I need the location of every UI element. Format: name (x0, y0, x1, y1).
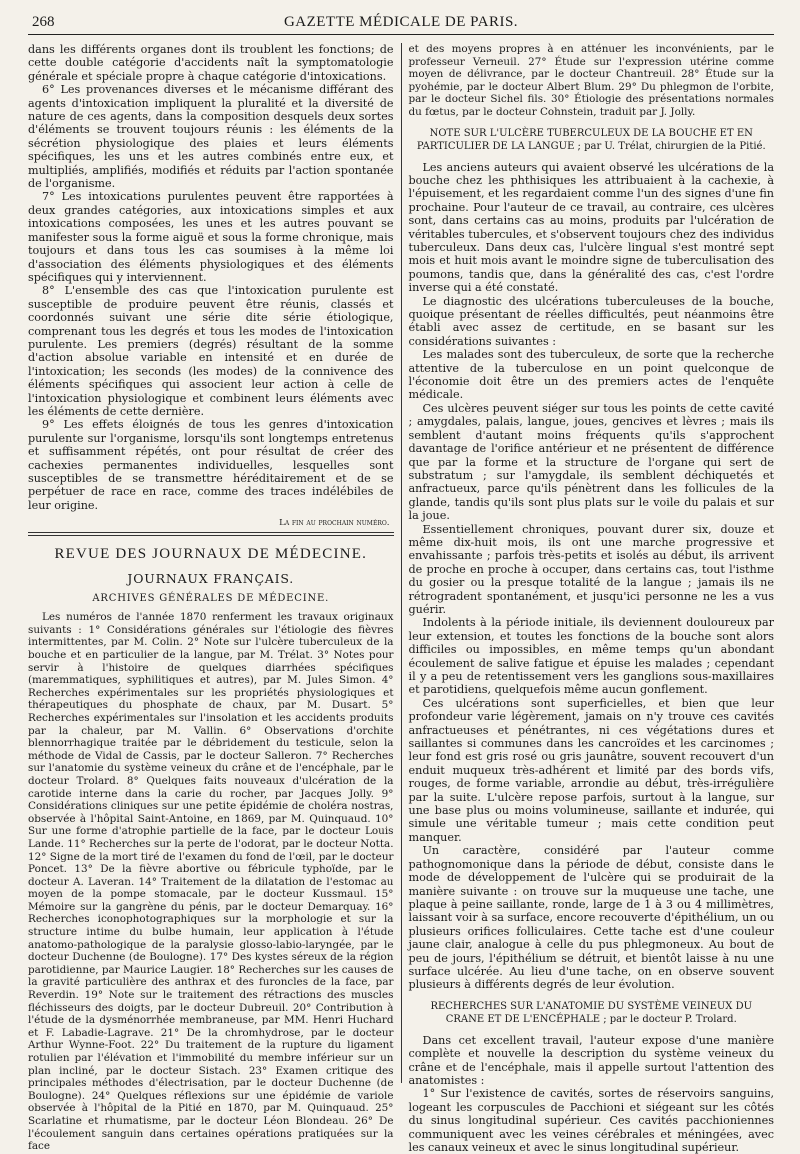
paragraph: 9° Les effets éloignés de tous les genres d'intoxication purulente sur l'organisme, lorsqu'ils sont longtemps entretenus et suffisamment répétés, ont pour résultat de créer des cachexies permanentes individuelles, lesquelles sont susceptibles de se transmettre héréditairement et de se perpétuer de race en race, comme des traces indélébiles de leur origine. (28, 418, 394, 512)
article-title-trolard: RECHERCHES SUR L'ANATOMIE DU SYSTÈME VEINEUX DU CRANE ET DE L'ENCÉPHALE ; par le docteur P. Trolard. (430, 1000, 753, 1025)
paragraph: 1° Sur l'existence de cavités, sortes de réservoirs sanguins, logeant les corpuscules de Pacchioni et siégeant sur les côtés du sinus longitudinal supérieur. Ces cavités pacchioniennes communiquent avec les veines cérébrales et méningées, avec les canaux veineux et avec le sinus longitudinal supérieur. (408, 1087, 774, 1154)
paragraph: 8° L'ensemble des cas que l'intoxication purulente est susceptible de produire peuvent être réunis, classés et coordonnés suivant une série dite série étiologique, comprenant tous les degrés et tous les modes de l'intoxication purulente. Les premiers (degrés) résultant de la somme d'action absolue variable en intensité et en durée de l'intoxication; les seconds (les modes) de la connivence des éléments spécifiques qui associent leur action à celle de l'intoxication physiologique et combinent leurs éléments avec les éléments de cette dernière. (28, 284, 394, 418)
running-title: GAZETTE MÉDICALE DE PARIS. (283, 14, 519, 30)
paragraph: Les anciens auteurs qui avaient observé les ulcérations de la bouche chez les phthisiques les attribuaient à la cachexie, à l'épuisement, et les regardaient comme l'un des signes d'une fin prochaine. Pour l'auteur de ce travail, au contraire, ces ulcères sont, dans certains cas au moins, produits par l'ulcération de véritables tubercules, et s'observent toujours chez des individus tuberculeux. Dans deux cas, l'ulcère lingual s'est montré sept mois et huit mois avant le moindre signe de tuberculisation des poumons, tandis que, dans la généralité des cas, c'est l'ordre inverse qui a été constaté. (408, 160, 774, 295)
section-title: REVUE DES JOURNAUX DE MÉDECINE. (54, 546, 368, 563)
paragraph: Un caractère, considéré par l'auteur comme pathognomonique dans la période de début, consiste dans le mode de développement de l'ulcère qui se produirait de la manière suivante : on trouve sur la muqueuse une tache, une plaque à peine saillante, ronde, large de 1 à 3 ou 4 millimètres, laissant voir à sa surface, encore recouverte d'épithélium, un ou plusieurs orifices folliculaires. Cette tache est d'une couleur jaune clair, analogue à celle du pus phlegmoneux. Au bout de peu de jours, l'épithélium se détruit, et bientôt laisse à nu une surface ulcérée. Au lieu d'une tache, on en observe souvent plusieurs à différents degrés de leur évolution. (408, 844, 774, 992)
right-column (402, 43, 775, 1154)
paragraph: dans les différents organes dont ils troublent les fonctions; de cette double catégorie d'accidents naît la symptomatologie générale et spéciale propre à chaque catégorie d'intoxications. (28, 43, 394, 83)
section-divider (28, 532, 394, 536)
article-title-trelat: NOTE SUR L'ULCÈRE TUBERCULEUX DE LA BOUCHE ET EN PARTICULIER DE LA LANGUE ; par U. Trélat, chirurgien de la Pitié. (416, 127, 766, 152)
paragraph: Les numéros de l'année 1870 renferment les travaux originaux suivants : 1° Considérations générales sur l'étiologie des fièvres intermittentes, par M. Colin. 2° Note sur l'ulcère tuberculeux de la bouche et en particulier de la langue, par M. Trélat. 3° Notes pour servir à l'histoire de quelques diarrhées spécifiques (maremmatiques, syphilitiques et autres), par M. Jules Simon. 4° Recherches expérimentales sur les propriétés physiologiques et thérapeutiques du phosphate de chaux, par M. Dusart. 5° Recherches expérimentales sur l'insolation et les accidents produits par la chaleur, par M. Vallin. 6° Observations d'orchite blennorrhagique traitée par le débridement du testicule, selon la méthode de Vidal de Cassis, par le docteur Salleron. 7° Recherches sur l'anatomie du système veineux du crâne et de l'encéphale, par le docteur Trolard. 8° Quelques faits nouveaux d'ulcération de la carotide interne dans la carie du rocher, par Jacques Jolly. 9° Considérations cliniques sur une petite épidémie de choléra nostras, observée à l'hôpital Saint-Antoine, en 1869, par M. Quinquaud. 10° Sur une forme d'atrophie partielle de la face, par le docteur Louis Lande. 11° Recherches sur la perte de l'odorat, par le docteur Notta. 12° Signe de la mort tiré de l'examen du fond de l'œil, par le docteur Poncet. 13° De la fièvre abortive ou fébricule typhoïde, par le docteur A. Laveran. 14° Traitement de la dilatation de l'estomac au moyen de la pompe stomacale, par le docteur Kussmaul. 15° Mémoire sur la gangrène du pénis, par le docteur Demarquay. 16° Recherches iconophotographiques sur la morphologie et sur la structure intime du bulbe humain, leur application à l'étude anatomo-pathologique de la paralysie glosso-labio-laryngée, par le docteur Duchenne (de Boulogne). 17° Des kystes séreux de la région parotidienne, par Maurice Laugier. 18° Recherches sur les causes de la gravité particulière des anthrax et des furoncles de la face, par Reverdin. 19° Note sur le traitement des rétractions des muscles fléchisseurs des doigts, par le docteur Dubreuil. 20° Contribution à l'étude de la dysménorrhée membraneuse, par MM. Henri Huchard et F. Labadie-Lagrave. 21° De la chromhydrose, par le docteur Arthur Wynne-Foot. 22° Du traitement de la rupture du ligament rotulien par l'élévation et l'immobilité du membre inférieur sur un plan incliné, par le docteur Sistach. 23° Examen critique des principales méthodes d'électrisation, par le docteur Duchenne (de Boulogne). 24° Quelques réflexions sur une épidémie de variole observée à l'hôpital de la Pitié en 1870, par M. Quinquaud. 25° Scarlatine et rhumatisme, par le docteur Léon Blondeau. 26° De l'écoulement sanguin dans certaines opérations pratiquées sur la face (28, 611, 394, 1153)
running-header (28, 12, 774, 35)
paragraph: Indolents à la période initiale, ils deviennent douloureux par leur extension, et toutes les fonctions de la bouche sont alors difficiles ou impossibles, en même temps qu'un abondant écoulement de salive fatigue et épuise les malades ; cependant il y a peu de retentissement vers les ganglions sous-maxillaires et parotidiens, quelquefois même aucun gonflement. (408, 616, 774, 697)
continued-note: La fin au prochain numéro. (279, 518, 390, 529)
paragraph: Ces ulcérations sont superficielles, et bien que leur profondeur varie légèrement, jamais on n'y trouve ces cavités anfractueuses et pénétrantes, ni ces végétations dures et saillantes si communes dans les cancroïdes et les carcinomes ; leur fond est gris rosé ou gris jaunâtre, souvent recouvert d'un enduit muqueux très-adhérent et limité par des bords vifs, rouges, de forme variable, arrondie au début, très-irrégulière par la suite. L'ulcère repose parfois, surtout à la langue, sur une base plus ou moins volumineuse, saillante et indurée, qui simule une véritable tumeur ; mais cette condition peut manquer. (408, 696, 774, 844)
paragraph: 6° Les provenances diverses et le mécanisme différant des agents d'intoxication impliquent la pluralité et la diversité de nature de ces agents, dans la composition desquels deux sortes d'éléments se trouvent toujours réunis : les éléments de la sécrétion physiologique des plaies et leurs éléments spécifiques, les uns et les autres combinés entre eux, et multipliés, amplifiés, modifiés et réduits par l'action spontanée de l'organisme. (28, 83, 394, 191)
paragraph: Dans cet excellent travail, l'auteur expose d'une manière complète et nouvelle la description du système veineux du crâne et de l'encéphale, mais il appelle surtout l'attention des anatomistes : (408, 1033, 774, 1087)
paragraph: Ces ulcères peuvent siéger sur tous les points de cette cavité ; amygdales, palais, langue, joues, gencives et lèvres ; mais ils semblent d'autant moins fréquents qu'ils s'approchent davantage de l'orifice antérieur et ne présentent de différence que par la forme et la structure de l'organe qui sert de substratum ; sur l'amygdale, ils semblent déchiquetés et anfractueux, parce qu'ils pénètrent dans les follicules de la glande, tandis qu'ils sont plus plats sur le voile du palais et sur la joue. (408, 401, 774, 523)
left-column (28, 43, 401, 1153)
two-column-body (28, 43, 774, 1154)
paragraph: et des moyens propres à en atténuer les inconvénients, par le professeur Verneuil. 27° Étude sur l'expression utérine comme moyen de délivrance, par le docteur Chantreuil. 28° Étude sur la pyohémie, par le docteur Albert Blum. 29° Du phlegmon de l'orbite, par le docteur Sichel fils. 30° Étiologie des présentations normales du fœtus, par le docteur Cohnstein, traduit par J. Jolly. (408, 43, 774, 118)
paragraph: Les malades sont des tuberculeux, de sorte que la recherche attentive de la tuberculose en un point quelconque de l'économie doit être un des premiers actes de l'enquête médicale. (408, 348, 774, 402)
paragraph: Le diagnostic des ulcérations tuberculeuses de la bouche, quoique présentant de réelles difficultés, peut néanmoins être établi avec assez de certitude, en se basant sur les considérations suivantes : (408, 294, 774, 348)
page-number: 268 (32, 14, 55, 30)
archives-list-continued (409, 43, 775, 119)
journal-title: ARCHIVES GÉNÉRALES DE MÉDECINE. (92, 593, 330, 605)
subsection-title: JOURNAUX FRANÇAIS. (127, 571, 295, 587)
paragraph: Essentiellement chroniques, pouvant durer six, douze et même dix-huit mois, ils ont une marche progressive et envahissante ; parfois très-petits et isolés au début, ils arrivent de proche en proche à occuper, dans certains cas, tout l'isthme du gosier ou la presque totalité de la langue ; jamais ils ne rétrogradent spontanément, et jusqu'ici personne ne les a vus guérir. (408, 522, 774, 616)
archives-list (28, 611, 394, 1153)
paragraph: 7° Les intoxications purulentes peuvent être rapportées à deux grandes catégories, aux intoxications simples et aux intoxications composées, les unes et les autres pouvant se manifester sous la forme aiguë et sous la forme chronique, mais toujours et dans tous les cas soumises à la même loi d'association des éléments physiologiques et des éléments spécifiques qui y interviennent. (28, 190, 394, 284)
